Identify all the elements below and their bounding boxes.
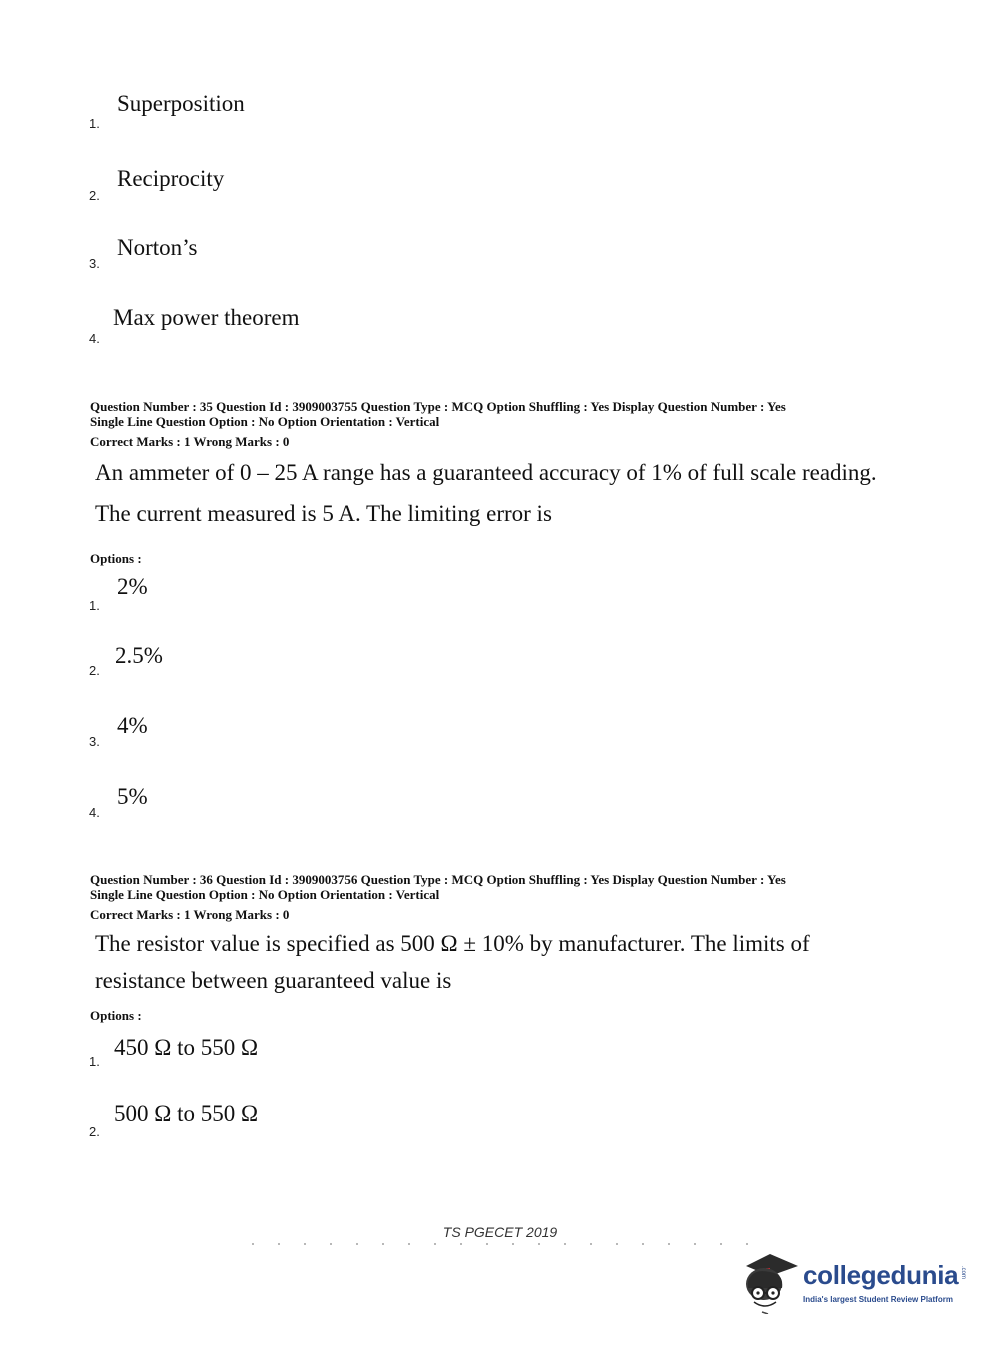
option-number: 2. — [89, 663, 100, 678]
option-number: 2. — [89, 188, 100, 203]
option-text: Reciprocity — [117, 166, 225, 191]
option-number: 1. — [89, 598, 100, 613]
logo-suffix: .com — [960, 1266, 966, 1280]
option-text: 4% — [117, 713, 148, 738]
meta-line-2: Single Line Question Option : No Option Orientation : Vertical — [90, 886, 440, 902]
question-text-line-1: The resistor value is specified as 500 Ω ± 10% by manufacturer. The limits of — [95, 931, 810, 956]
question-meta — [90, 873, 786, 902]
question-text-line-2: resistance between guaranteed value is — [95, 968, 452, 993]
mascot-icon — [740, 1248, 802, 1314]
option-text: Max power theorem — [113, 305, 300, 330]
question-text-line-1: An ammeter of 0 – 25 A range has a guaranteed accuracy of 1% of full scale reading. — [95, 460, 877, 485]
question-text-line-2: The current measured is 5 A. The limiting error is — [95, 501, 552, 526]
option-number: 1. — [89, 1054, 100, 1069]
exam-title: TS PGECET 2019 — [442, 1224, 558, 1240]
option-text: 2.5% — [115, 643, 163, 668]
question-marks: Correct Marks : 1 Wrong Marks : 0 — [90, 907, 290, 922]
logo-tagline: India's largest Student Review Platform — [803, 1295, 953, 1304]
option-text: 450 Ω to 550 Ω — [114, 1035, 259, 1060]
option-text: Superposition — [117, 91, 245, 116]
option-text: Norton’s — [117, 235, 198, 260]
option-number: 2. — [89, 1124, 100, 1139]
meta-line-2: Single Line Question Option : No Option Orientation : Vertical — [90, 413, 440, 429]
option-number: 4. — [89, 331, 100, 346]
option-text: 500 Ω to 550 Ω — [114, 1101, 259, 1126]
option-number: 1. — [89, 116, 100, 131]
collegedunia-logo[interactable] — [740, 1248, 980, 1318]
meta-line-1: Question Number : 36 Question Id : 3909003756 Question Type : MCQ Option Shuffling : Yes Display Question Number : Yes — [90, 872, 786, 887]
options-label: Options : — [90, 1008, 142, 1023]
options-label: Options : — [90, 551, 142, 566]
footer-divider — [240, 1243, 760, 1245]
option-text: 5% — [117, 784, 148, 809]
question-marks: Correct Marks : 1 Wrong Marks : 0 — [90, 434, 290, 449]
option-number: 3. — [89, 256, 100, 271]
option-text: 2% — [117, 574, 148, 599]
meta-line-1: Question Number : 35 Question Id : 3909003755 Question Type : MCQ Option Shuffling : Yes Display Question Number : Yes — [90, 399, 786, 414]
option-number: 4. — [89, 805, 100, 820]
option-number: 3. — [89, 734, 100, 749]
logo-wordmark: collegedunia — [803, 1260, 959, 1290]
question-meta — [90, 400, 786, 429]
